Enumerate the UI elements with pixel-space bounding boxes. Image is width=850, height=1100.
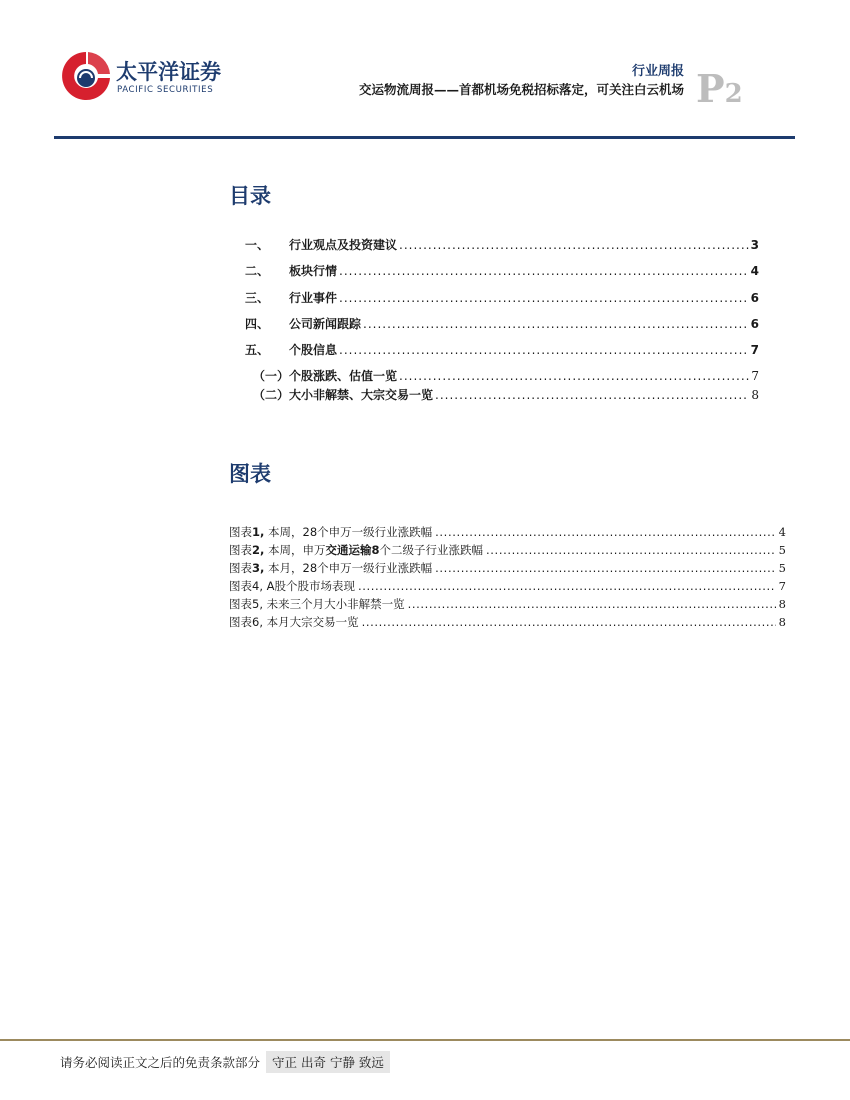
toc-subitem[interactable] bbox=[253, 386, 759, 403]
toc-leader-dots bbox=[363, 317, 749, 331]
toc-item-label: 板块行情 bbox=[289, 264, 338, 278]
toc-leader-dots bbox=[399, 369, 749, 383]
figure-item-label: 图表3, 本月，28个申万一级行业涨跌幅 bbox=[229, 561, 433, 575]
report-type: 行业周报 bbox=[631, 64, 684, 79]
toc-leader-dots bbox=[435, 388, 749, 402]
figure-leader-dots bbox=[408, 597, 776, 611]
toc-item[interactable] bbox=[245, 236, 759, 253]
toc-item-page: 6 bbox=[750, 317, 759, 331]
figure-item-label: 图表2, 本周，申万交通运输8个二级子行业涨跌幅 bbox=[229, 543, 484, 557]
toc-item-label: 行业事件 bbox=[289, 291, 338, 305]
figure-leader-dots bbox=[435, 525, 776, 539]
footer-rule bbox=[0, 1039, 850, 1041]
company-logo bbox=[58, 48, 228, 106]
toc-subitem-label: （一）个股涨跌、估值一览 bbox=[253, 369, 398, 383]
figure-leader-dots bbox=[358, 579, 776, 593]
toc-subitem-label: （二）大小非解禁、大宗交易一览 bbox=[253, 388, 434, 402]
figure-item-page: 5 bbox=[778, 543, 786, 557]
figure-item[interactable] bbox=[229, 560, 786, 576]
figure-leader-dots bbox=[362, 615, 776, 629]
figure-item-label: 图表5, 未来三个月大小非解禁一览 bbox=[229, 597, 405, 611]
header-rule bbox=[54, 136, 795, 139]
toc-item[interactable] bbox=[245, 315, 759, 332]
figure-item-label: 图表1, 本周，28个申万一级行业涨跌幅 bbox=[229, 525, 433, 539]
figure-leader-dots bbox=[486, 543, 776, 557]
figure-item-label: 图表4, A股个股市场表现 bbox=[229, 579, 356, 593]
footer bbox=[60, 1051, 390, 1073]
figure-item[interactable] bbox=[229, 614, 786, 630]
toc-item-page: 3 bbox=[750, 238, 759, 252]
figure-item-page: 8 bbox=[778, 615, 786, 629]
toc-item[interactable] bbox=[245, 262, 759, 279]
figure-item-page: 5 bbox=[778, 561, 786, 575]
report-title: 交运物流周报——首都机场免税招标落定，可关注白云机场 bbox=[358, 82, 684, 97]
toc-item-number: 三、 bbox=[245, 291, 270, 305]
figure-item-page: 8 bbox=[778, 597, 786, 611]
toc-subitem-page: 7 bbox=[751, 369, 759, 383]
toc-leader-dots bbox=[399, 238, 749, 252]
toc-item-page: 4 bbox=[750, 264, 759, 278]
toc-item-number: 一、 bbox=[245, 238, 270, 252]
toc-subitem-page: 8 bbox=[751, 388, 759, 402]
figures-title: 图表 bbox=[229, 462, 271, 486]
figure-leader-dots bbox=[435, 561, 776, 575]
toc-leader-dots bbox=[339, 264, 749, 278]
toc-item-label: 公司新闻跟踪 bbox=[289, 317, 362, 331]
toc-item-label: 个股信息 bbox=[289, 343, 338, 357]
toc-item-number: 二、 bbox=[245, 264, 270, 278]
figure-item[interactable] bbox=[229, 524, 786, 540]
figure-item-page: 4 bbox=[778, 525, 786, 539]
logo-chinese-name: 太平洋证券 bbox=[116, 60, 221, 84]
toc-leader-dots bbox=[339, 343, 749, 357]
toc-subitem[interactable] bbox=[253, 367, 759, 384]
footer-disclaimer: 请务必阅读正文之后的免责条款部分 bbox=[60, 1055, 261, 1070]
page-number bbox=[696, 66, 743, 111]
figure-item[interactable] bbox=[229, 542, 786, 558]
toc-item-number: 四、 bbox=[245, 317, 270, 331]
logo-english-name: PACIFIC SECURITIES bbox=[117, 85, 214, 95]
toc-item-number: 五、 bbox=[245, 343, 270, 357]
toc-title: 目录 bbox=[229, 184, 271, 208]
toc-item[interactable] bbox=[245, 341, 759, 358]
toc-item-page: 7 bbox=[750, 343, 759, 357]
pacific-securities-logo-icon bbox=[58, 48, 114, 104]
toc-item-label: 行业观点及投资建议 bbox=[289, 238, 398, 252]
toc-leader-dots bbox=[339, 291, 749, 305]
toc-item[interactable] bbox=[245, 289, 759, 306]
figure-item[interactable] bbox=[229, 596, 786, 612]
footer-motto: 守正 出奇 宁静 致远 bbox=[266, 1051, 390, 1073]
page-letter: P bbox=[696, 66, 725, 111]
figure-item-label: 图表6, 本月大宗交易一览 bbox=[229, 615, 359, 629]
toc-item-page: 6 bbox=[750, 291, 759, 305]
page-digit: 2 bbox=[724, 79, 743, 109]
figure-item[interactable] bbox=[229, 578, 786, 594]
figure-item-page: 7 bbox=[778, 579, 786, 593]
